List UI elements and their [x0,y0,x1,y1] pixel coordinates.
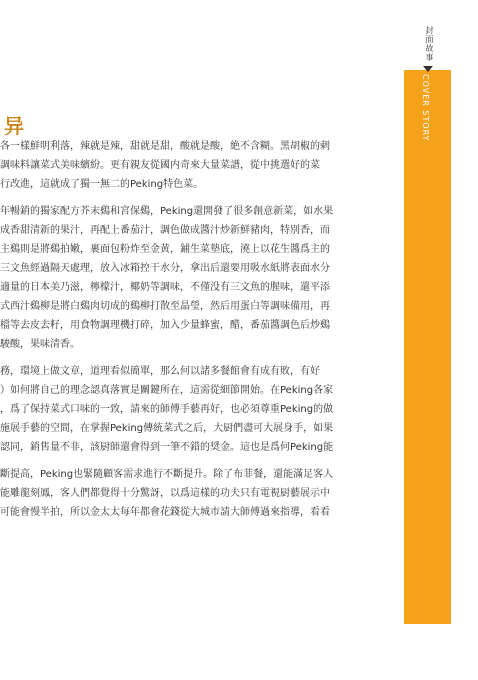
text-line: 調味料讓菜式美味繽紛。更有親友從國内奇來大量菜譜，從中挑選好的菜 [0,160,320,171]
paragraph-3 [0,362,398,457]
text-line: 適量的日本美乃滋，檸檬汁，椰奶等調味，不僅没有三文魚的腥味，還平添 [0,282,330,293]
text-line: 可能會慢半拍，所以金太太每年都會花錢從大城市請大師傅過來指導，看看 [0,507,330,518]
text-line: 能雕龍刻鳳，客人們都覺得十分驚訝，以爲這樣的功夫只有電視厨藝展示中 [0,488,330,499]
text-line: ）如何將自己的理念認真落實是關鍵所在，這需從細節開始。在Peking各家 [0,385,334,396]
text-line: 各一樣鮮明利落，辣就是辣，甜就是甜，酸就是酸，絶不含糊。黑胡椒的剌 [0,141,330,152]
text-line: 斷提高，Peking也緊隨顧客需求進行不斷提升。除了布菲餐，還能滿足客人 [0,469,334,480]
paragraph-2 [0,202,398,354]
text-line: 施展手藝的空間，在掌握Peking傳統菜式之后，大厨們盡可大展身手，如果 [0,423,334,434]
article-body [0,137,398,530]
text-line: 認同，銷售量不非，該厨師還會得到一筆不錯的奨金。這也是爲何Peking能 [0,442,334,453]
text-line: 檔等去皮去籽，用食物調理機打碎，加入少量蜂蜜，醋，番茄醬調色后炒鷄 [0,320,330,331]
paragraph-4 [0,465,398,522]
text-line: 年暢銷的獨家配方芥末鷄和宮保鷄，Peking還開發了很多創意新菜，如水果 [0,206,334,217]
text-line: 成香甜清新的果汁，再配上番茄汁，調色做成醬汁炒新鮮豬肉，特別香，而 [0,225,330,236]
triangle-marker-icon [423,66,433,72]
article-heading: 异 [4,114,24,138]
paragraph-1 [0,137,398,194]
text-line: 行改進，這就成了獨一無二的Peking特色菜。 [0,179,204,190]
text-line: 主鷄則是將鷄拍嫩，裹面包粉炸至金黄，鋪生菜墊底，澆上以花生醬爲主的 [0,244,330,255]
text-line: 式西汁鷄柳是將白鷄肉切成的鷄柳打散至晶瑩，然后用蛋白等調味備用，再 [0,301,330,312]
text-line: 駿酸，果味清香。 [0,339,80,350]
section-label-english: COVER STORY [421,74,430,142]
section-label-chinese: 封面故事 [425,26,434,62]
section-tab-strip [404,70,451,624]
text-line: 務，環境上做文章，道理看似簡單，那么何以諸多餐館會有成有敗，有好 [0,366,320,377]
text-line: 三文魚經過隔天處理，放入冰箱控干水分，拿出后還要用吸水紙將表面水分 [0,263,330,274]
text-line: ，爲了保持菜式口味的一致，請來的師傅手藝再好，也必須尊重Peking的做 [0,404,334,415]
